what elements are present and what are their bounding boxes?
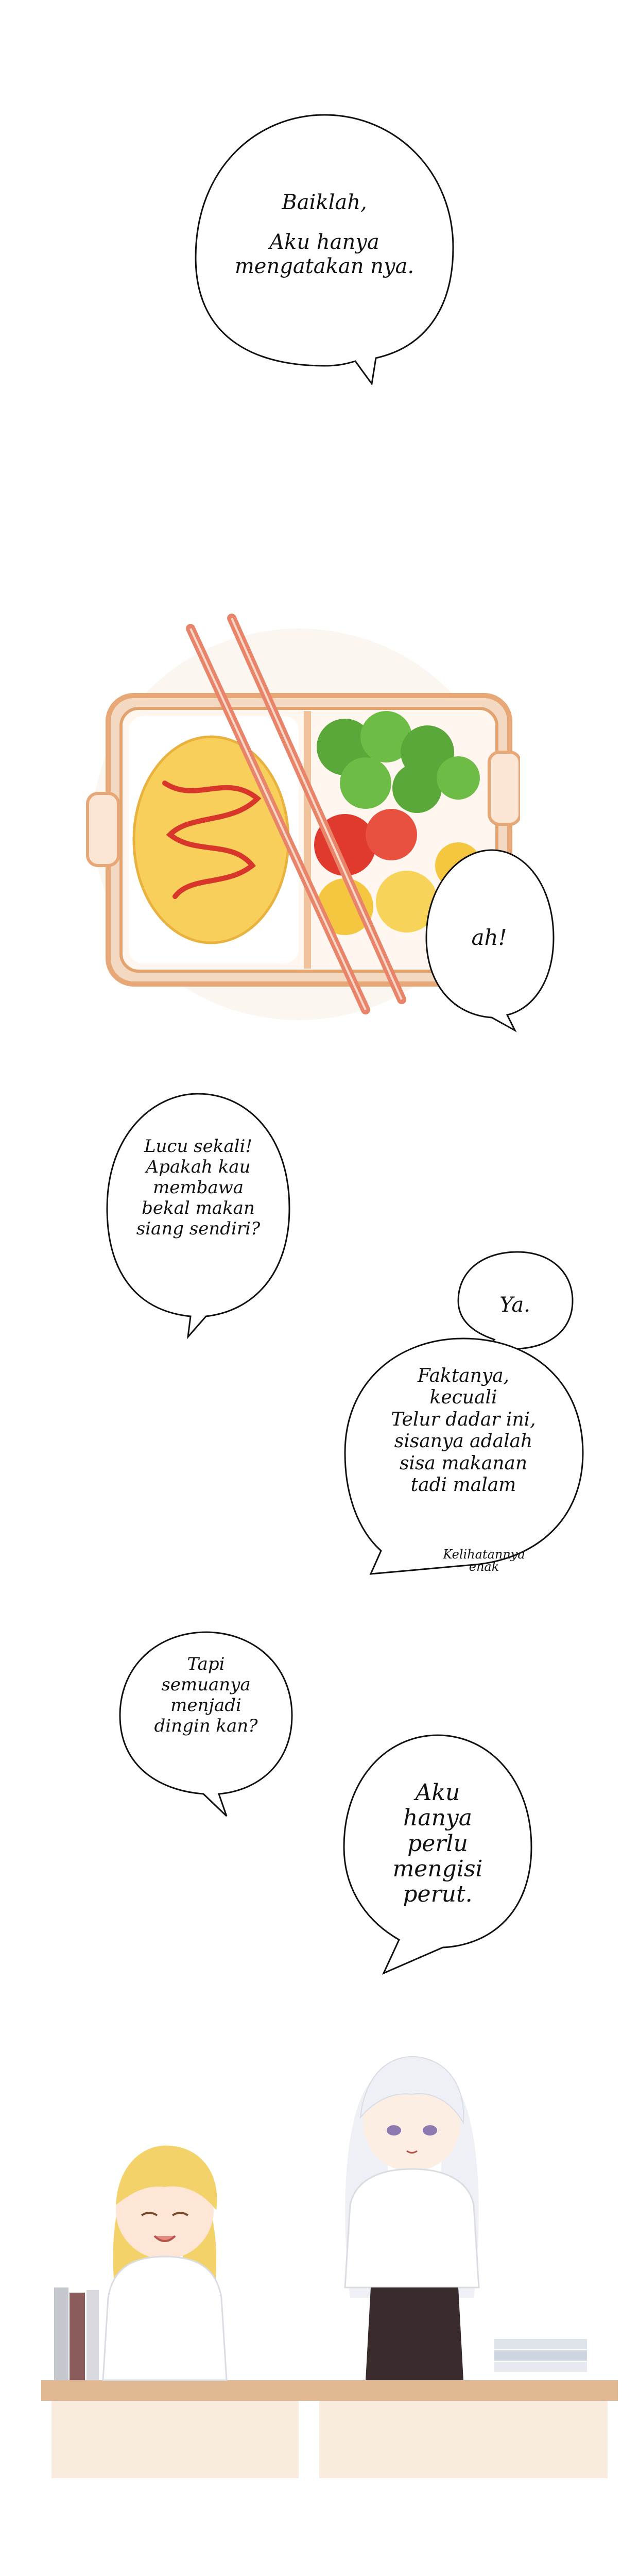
bubble-5-text: Faktanya, kecuali Telur dadar ini, sisanya adalah sisa makanan tadi malam — [391, 1365, 536, 1496]
bubble-3-text: Lucu sekali! Apakah kau membawa bekal makan siang sendiri? — [136, 1136, 261, 1240]
bubble-2-text: ah! — [471, 925, 507, 950]
bubble-7-text: Aku hanya perlu mengisi perut. — [392, 1780, 483, 1908]
bubble-1-text: Baiklah, Aku hanya mengatakan nya. — [234, 191, 415, 279]
classroom-scene-illustration — [31, 2009, 618, 2483]
bubble-6-text: Tapi semuanya menjadi dingin kan? — [154, 1654, 258, 1737]
side-note-text: Kelihatannya enak — [443, 1547, 525, 1574]
bubble-4-text: Ya. — [499, 1293, 530, 1317]
